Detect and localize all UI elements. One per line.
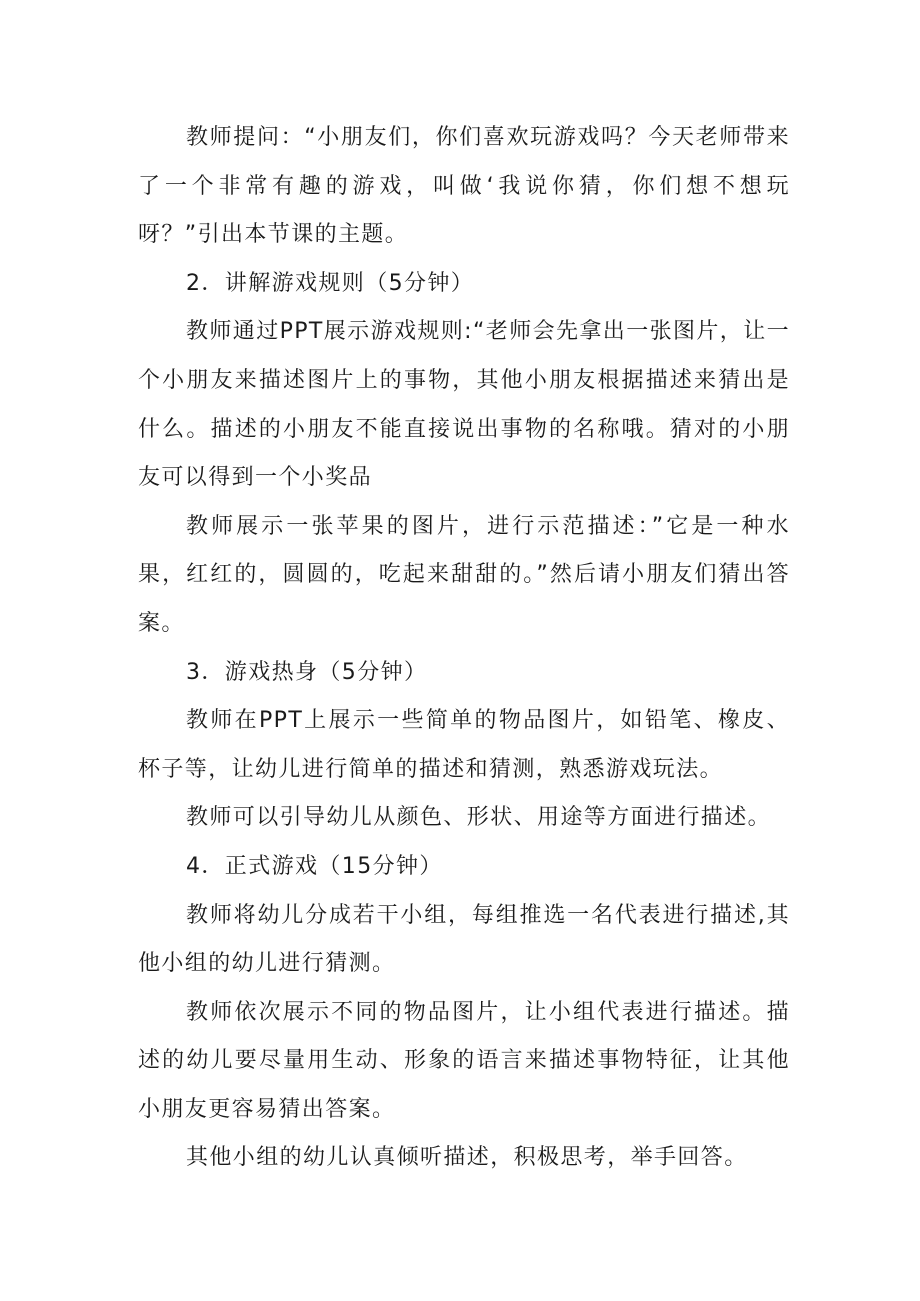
- paragraph-intro-question: 教师提问：“小朋友们，你们喜欢玩游戏吗？今天老师带来了一个非常有趣的游戏，叫做‘我说你猜，你们想不想玩呀？”引出本节课的主题。: [138, 125, 790, 248]
- section-heading-3: 3．游戏热身（5分钟）: [186, 659, 428, 685]
- paragraph-demo: 教师展示一张苹果的图片，进行示范描述：”它是一种水果，红红的，圆圆的，吃起来甜甜的。”然后请小朋友们猜出答案。: [138, 513, 790, 636]
- paragraph-warmup: 教师在PPT上展示一些简单的物品图片，如铅笔、橡皮、杯子等，让幼儿进行简单的描述和猜测，熟悉游戏玩法。: [138, 708, 790, 782]
- paragraph-guide: 教师可以引导幼儿从颜色、形状、用途等方面进行描述。: [186, 805, 772, 831]
- paragraph-rules: 教师通过PPT展示游戏规则:“老师会先拿出一张图片，让一个小朋友来描述图片上的事物，其他小朋友根据描述来猜出是什么。描述的小朋友不能直接说出事物的名称哦。猜对的小朋友可以得到一个小奖品: [138, 319, 790, 491]
- section-heading-2: 2．讲解游戏规则（5分钟）: [186, 270, 475, 296]
- paragraph-groups: 教师将幼儿分成若干小组，每组推选一名代表进行描述,其他小组的幼儿进行猜测。: [138, 902, 790, 977]
- document-body: [138, 114, 790, 1183]
- section-heading-4: 4．正式游戏（15分钟）: [186, 853, 443, 879]
- paragraph-describe: 教师依次展示不同的物品图片，让小组代表进行描述。描述的幼儿要尽量用生动、形象的语言来描述事物特征，让其他小朋友更容易猜出答案。: [138, 999, 790, 1122]
- paragraph-listen: 其他小组的幼儿认真倾听描述，积极思考，举手回答。: [186, 1145, 748, 1171]
